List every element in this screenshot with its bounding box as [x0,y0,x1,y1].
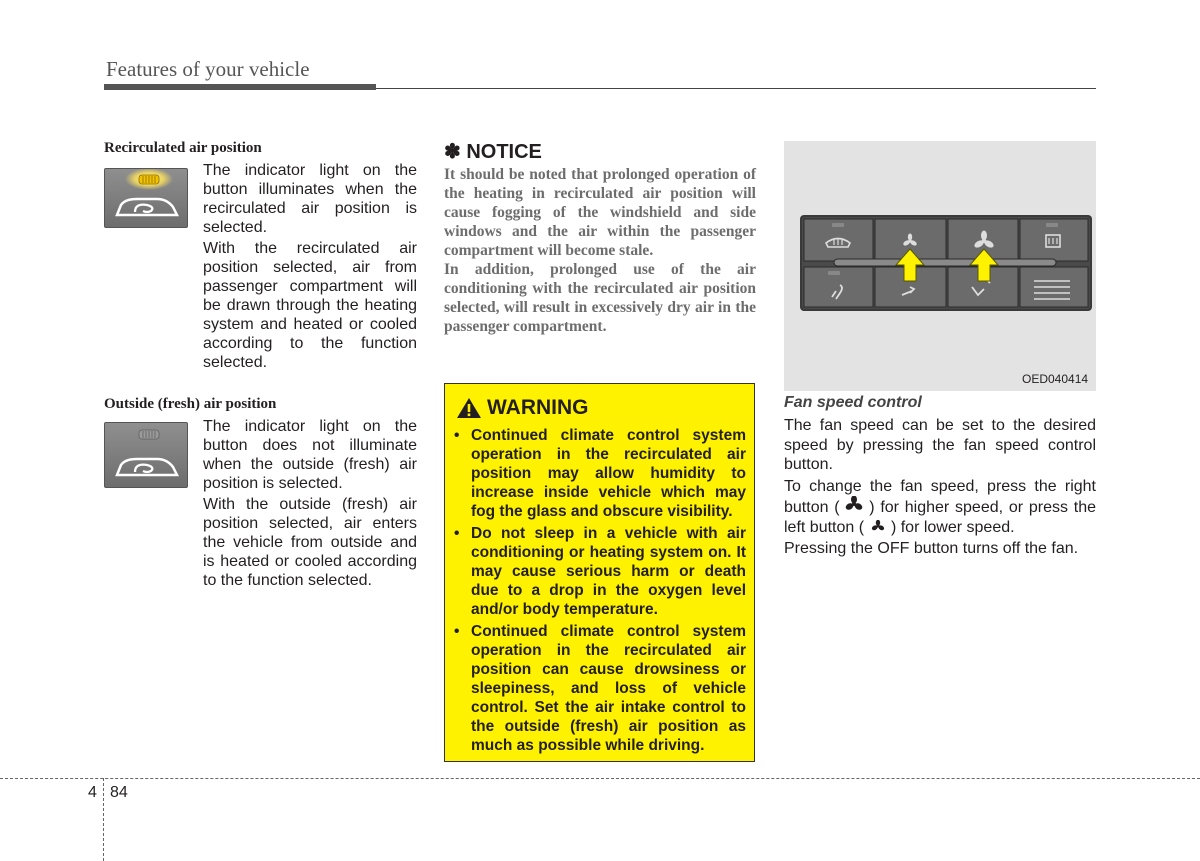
notice-body [444,165,756,336]
outside-para-2: With the outside (fresh) air position selected, air enters the vehicle from outside and is heated or cooled according to the function selected. [203,496,417,589]
warning-triangle-icon [456,397,482,419]
fan-speed-caption: Fan speed control [784,394,922,411]
climate-panel-illustration [784,141,1096,391]
fan-para-1: The fan speed can be set to the desired speed by pressing the fan speed control button. [784,417,1096,473]
fan-para-3: Pressing the OFF button turns off the fan. [784,540,1079,557]
warning-list [452,426,746,758]
warning-item: • Continued climate control system operation in the recirculated air position can cause drowsiness or sleepiness, and loss of vehicle control. Set the air intake control to the outside (fresh) air position as much as possible while driving. [452,622,746,755]
outside-air-icon [105,423,187,487]
recirculated-button-image [104,168,188,228]
outside-button-image [104,422,188,488]
recirculated-air-icon [105,169,187,227]
footer-dashed-rule [0,778,1200,779]
climate-control-panel-figure [784,141,1096,391]
figure-code: OED040414 [1022,372,1089,386]
chapter-number: 4 [88,784,97,801]
recirculated-para-2: With the recirculated air position selected, air from passenger compartment will be drawn through the heating system and heated or cooled according to the function selected. [203,240,417,371]
notice-title-text: NOTICE [466,141,542,163]
notice-para-2: In addition, prolonged use of the air conditioning with the recirculated air position selected, will result in excessively dry air in the passenger compartment. [444,261,756,335]
warning-title: WARNING [487,396,589,419]
fan-high-icon [845,496,863,518]
warning-item: • Continued climate control system operation in the recirculated air position may allow humidity to increase inside vehicle which may fog the glass and obscure visibility. [452,426,746,521]
fan-para-2-part-b: ) for higher speed, or press the left button ( [784,499,1097,536]
notice-symbol-icon: ✽ [444,141,461,163]
recirculated-heading: Recirculated air position [104,140,262,156]
fan-para-2 [784,477,1096,538]
fan-low-icon [869,518,887,538]
outside-heading: Outside (fresh) air position [104,396,277,412]
page-number: 84 [110,784,128,801]
footer-vertical-rule [103,778,104,861]
notice-para-1: It should be noted that prolonged operation of the heating in recirculated air position will cause fogging of the windshield and side windows and the air within the passenger compartment will become stale. [444,166,756,259]
outside-para-1: The indicator light on the button does not illuminate when the outside (fresh) air position is selected. [203,418,417,492]
header-accent-bar [104,84,376,90]
page-header-title: Features of your vehicle [106,57,310,81]
fan-para-2-part-a: To change the fan speed, press the right button ( [784,477,1096,516]
warning-item: • Do not sleep in a vehicle with air conditioning or heating system on. It may cause serious harm or death due to a drop in the oxygen level and/or body temperature. [452,524,746,619]
recirculated-para-1: The indicator light on the button illuminates when the recirculated air position is selected. [203,162,417,236]
notice-title [444,139,542,164]
fan-para-2-part-c: ) for lower speed. [890,518,1015,536]
fan-speed-body [784,416,1096,561]
